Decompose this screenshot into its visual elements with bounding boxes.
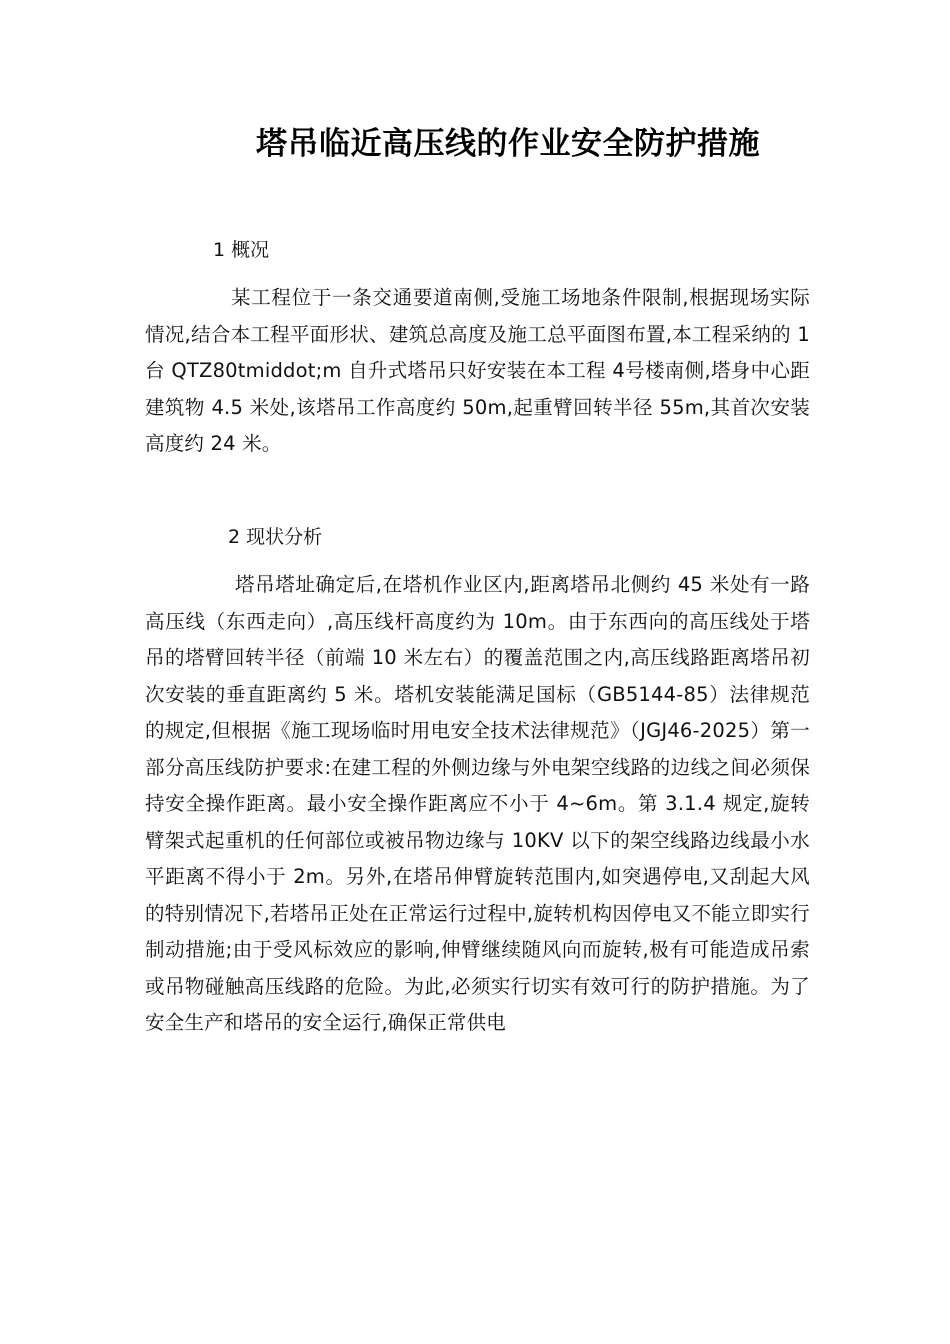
document-title: 塔吊临近高压线的作业安全防护措施 bbox=[256, 126, 760, 162]
section-heading-analysis: 2 现状分析 bbox=[228, 526, 323, 548]
section-paragraph-analysis: 塔吊塔址确定后,在塔机作业区内,距离塔吊北侧约 45 米处有一路高压线（东西走向）,高压线杆高度约为 10m。由于东西向的高压线处于塔吊的塔臂回转半径（前端 10 米左右）的覆盖范围之内,高压线路距离塔吊初次安装的垂直距离约 5 米。塔机安装能满足国标（GB5144-85）法律规范的规定,但根据《施工现场临时用电安全技术法律规范》（JGJ46-2025）第一部分高压线防护要求:在建工程的外侧边缘与外电架空线路的边线之间必须保持安全操作距离。最小安全操作距离应不小于 4~6m。第 3.1.4 规定,旋转臂架式起重机的任何部位或被吊物边缘与 10KV 以下的架空线路边线最小水平距离不得小于 2m。另外,在塔吊伸臂旋转范围内,如突遇停电,又刮起大风的特别情况下,若塔吊正处在正常运行过程中,旋转机构因停电又不能立即实行制动措施;由于受风标效应的影响,伸臂继续随风向而旋转,极有可能造成吊索或吊物碰触高压线路的危险。为此,必须实行切实有效可行的防护措施。为了安全生产和塔吊的安全运行,确保正常供电 bbox=[145, 573, 810, 1034]
section-paragraph-overview: 某工程位于一条交通要道南侧,受施工场地条件限制,根据现场实际情况,结合本工程平面形状、建筑总高度及施工总平面图布置,本工程采纳的 1 台 QTZ80tmiddot;m 自升式塔吊只好安装在本工程 4号楼南侧,塔身中心距建筑物 4.5 米处,该塔吊工作高度约 50m,起重臂回转半径 55m,其首次安装高度约 24 米。 bbox=[145, 286, 810, 455]
section-heading-overview: 1 概况 bbox=[213, 239, 270, 261]
